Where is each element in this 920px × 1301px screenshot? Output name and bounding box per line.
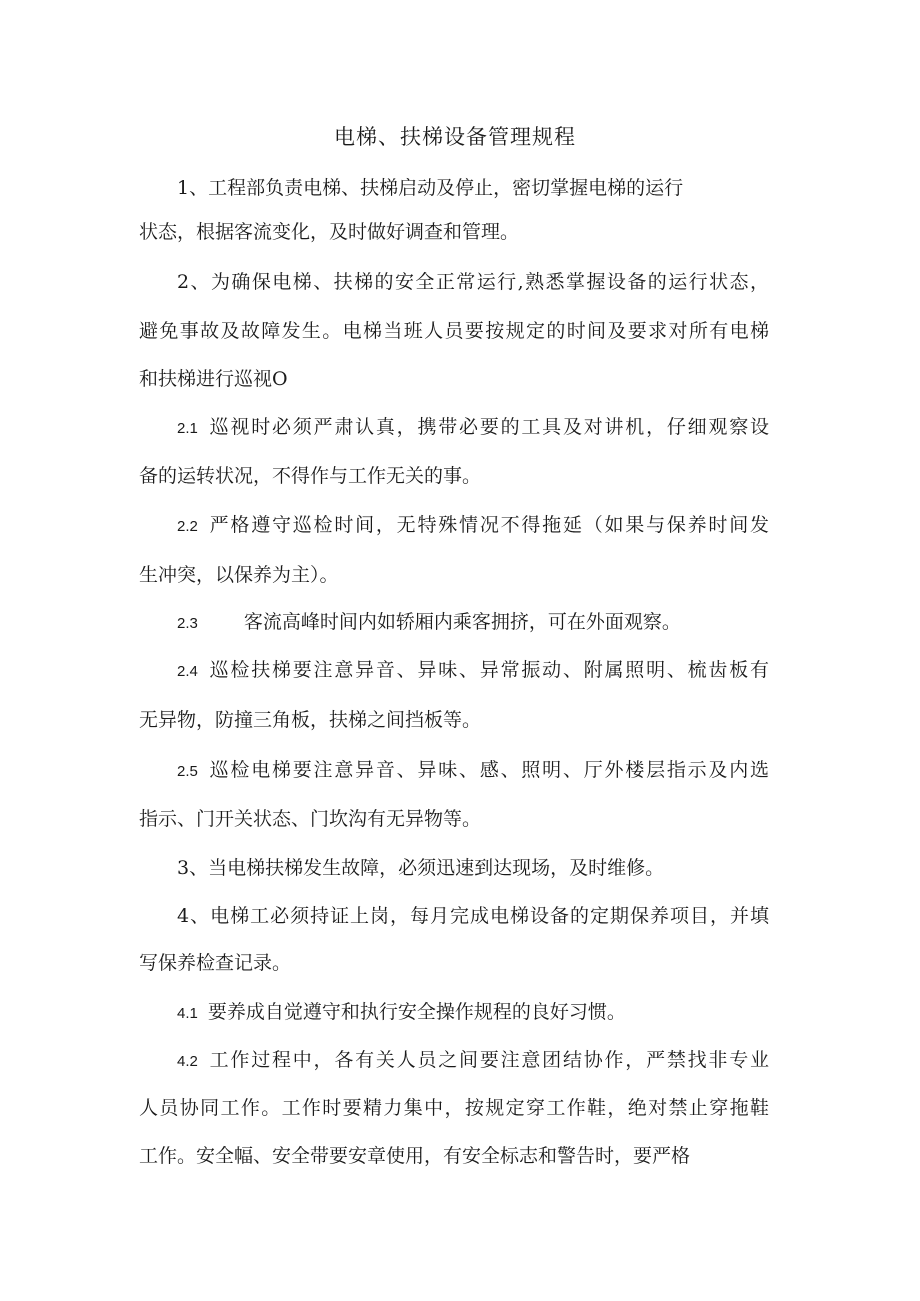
paragraph-line: 2.4 巡检扶梯要注意异音、异味、异常振动、附属照明、梳齿板有	[177, 659, 769, 681]
paragraph-line: 1、工程部负责电梯、扶梯启动及停止，密切掌握电梯的运行	[177, 177, 684, 199]
paragraph-line: 2.3 客流高峰时间内如轿厢内乘客拥挤，可在外面观察。	[177, 611, 681, 633]
paragraph-line: 4.1 要养成自觉遵守和执行安全操作规程的良好习惯。	[177, 1001, 626, 1023]
paragraph-line: 避免事故及故障发生。电梯当班人员要按规定的时间及要求对所有电梯	[139, 320, 769, 342]
paragraph-line: 无异物，防撞三角板，扶梯之间挡板等。	[139, 709, 482, 731]
section-number: 4.2	[177, 1053, 198, 1070]
paragraph-line: 3、当电梯扶梯发生故障，必须迅速到达现场，及时维修。	[177, 857, 665, 879]
paragraph-line: 4、电梯工必须持证上岗，每月完成电梯设备的定期保养项目，并填	[177, 905, 769, 927]
paragraph-line: 生冲突，以保养为主）。	[139, 564, 339, 586]
paragraph-line: 和扶梯进行巡视O	[139, 368, 288, 390]
section-number: 2.2	[177, 518, 198, 535]
paragraph-line: 4.2 工作过程中，各有关人员之间要注意团结协作，严禁找非专业	[177, 1049, 769, 1071]
paragraph-line: 2.2 严格遵守巡检时间，无特殊情况不得拖延（如果与保养时间发	[177, 514, 769, 536]
section-number: 4.1	[177, 1005, 198, 1022]
paragraph-line: 2、为确保电梯、扶梯的安全正常运行,熟悉掌握设备的运行状态，	[177, 271, 769, 293]
paragraph-line: 2.5 巡检电梯要注意异音、异味、感、照明、厅外楼层指示及内选	[177, 759, 769, 781]
section-number: 2.3	[177, 615, 198, 632]
paragraph-line: 工作。安全幅、安全带要安章使用，有安全标志和警告时，要严格	[139, 1145, 691, 1167]
document-title: 电梯、扶梯设备管理规程	[334, 125, 576, 149]
paragraph-line: 指示、门开关状态、门坎沟有无异物等。	[139, 808, 482, 830]
section-number: 2.4	[177, 663, 198, 680]
paragraph-line: 备的运转状况，不得作与工作无关的事。	[139, 465, 482, 487]
paragraph-line: 写保养检查记录。	[139, 952, 292, 974]
paragraph-line: 2.1 巡视时必须严肃认真，携带必要的工具及对讲机，仔细观察设	[177, 416, 769, 438]
section-number: 2.1	[177, 420, 198, 437]
paragraph-line: 状态，根据客流变化，及时做好调查和管理。	[139, 221, 520, 243]
paragraph-line: 人员协同工作。工作时要精力集中，按规定穿工作鞋，绝对禁止穿拖鞋	[139, 1097, 769, 1119]
section-number: 2.5	[177, 763, 198, 780]
